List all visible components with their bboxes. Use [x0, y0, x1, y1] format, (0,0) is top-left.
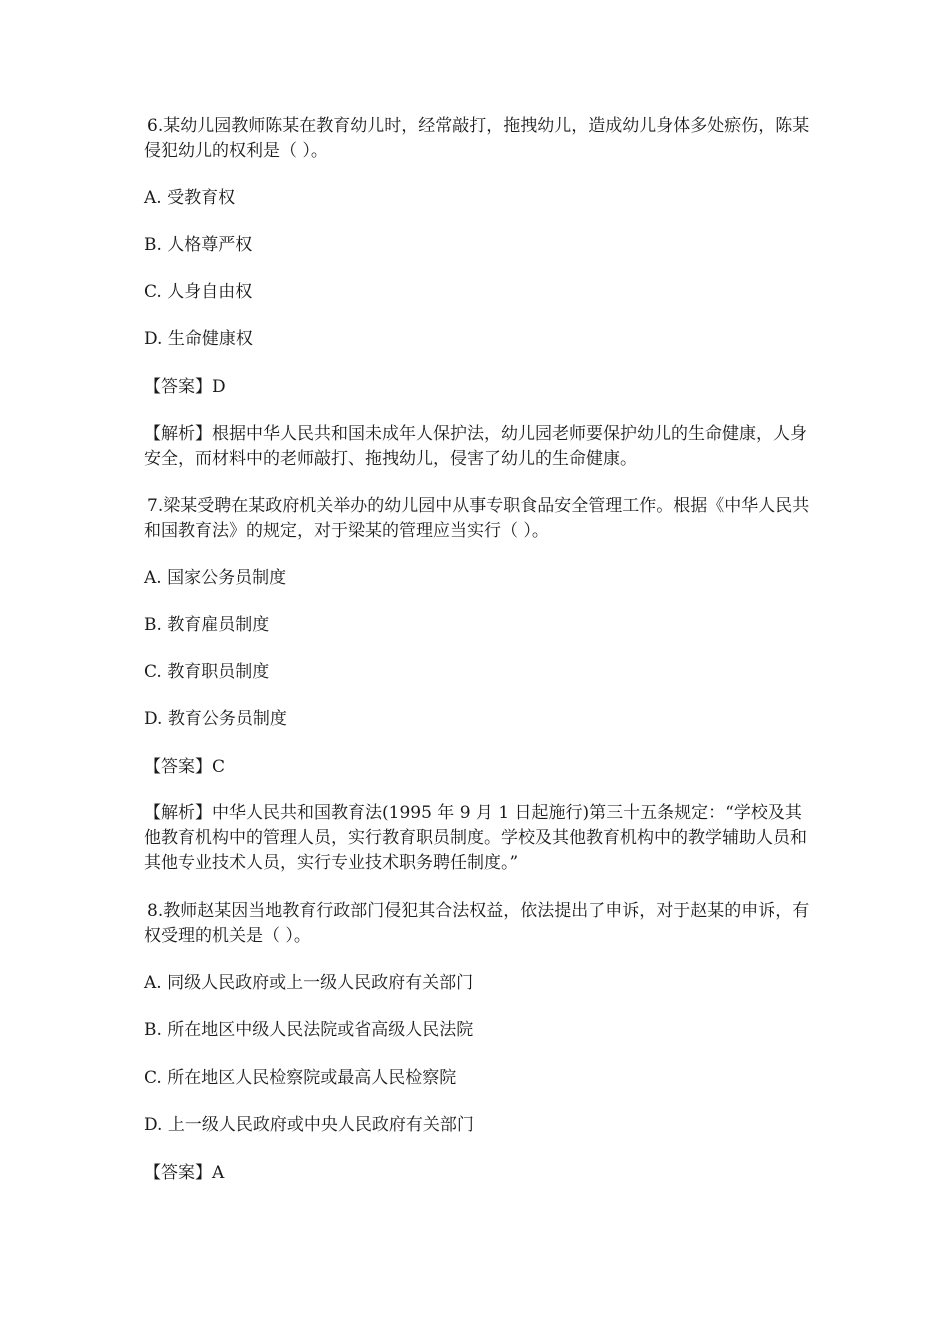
question-6-answer: 【答案】D: [144, 377, 226, 397]
question-6-stem: 6.某幼儿园教师陈某在教育幼儿时，经常敲打，拖拽幼儿，造成幼儿身体多处瘀伤，陈某侵犯幼儿的权利是（ ）。: [144, 116, 810, 161]
question-8-answer: 【答案】A: [144, 1163, 225, 1183]
question-7-option-a: A. 国家公务员制度: [144, 568, 287, 588]
question-7-analysis: 【解析】中华人民共和国教育法(1995 年 9 月 1 日起施行)第三十五条规定：“学校及其他教育机构中的管理人员，实行教育职员制度。学校及其他教育机构中的教学辅助人员和其他专业技术人员，实行专业技术职务聘任制度。”: [144, 803, 807, 873]
question-7-stem: 7.梁某受聘在某政府机关举办的幼儿园中从事专职食品安全管理工作。根据《中华人民共和国教育法》的规定，对于梁某的管理应当实行（ ）。: [144, 496, 810, 541]
question-6-option-b: B. 人格尊严权: [144, 235, 253, 255]
question-6-option-d: D. 生命健康权: [144, 329, 253, 349]
question-8-option-d: D. 上一级人民政府或中央人民政府有关部门: [144, 1115, 474, 1135]
question-8-option-a: A. 同级人民政府或上一级人民政府有关部门: [144, 973, 474, 993]
question-7-option-c: C. 教育职员制度: [144, 662, 270, 682]
question-7-option-d: D. 教育公务员制度: [144, 709, 287, 729]
question-7-option-b: B. 教育雇员制度: [144, 615, 270, 635]
question-8-option-c: C. 所在地区人民检察院或最高人民检察院: [144, 1068, 457, 1088]
question-6-option-a: A. 受教育权: [144, 188, 236, 208]
question-7-answer: 【答案】C: [144, 757, 226, 777]
question-8-stem: 8.教师赵某因当地教育行政部门侵犯其合法权益，依法提出了申诉，对于赵某的申诉，有权受理的机关是（ ）。: [144, 901, 810, 946]
question-8-option-b: B. 所在地区中级人民法院或省高级人民法院: [144, 1020, 474, 1040]
question-6-option-c: C. 人身自由权: [144, 282, 253, 302]
question-6-analysis: 【解析】根据中华人民共和国未成年人保护法，幼儿园老师要保护幼儿的生命健康，人身安全，而材料中的老师敲打、拖拽幼儿，侵害了幼儿的生命健康。: [144, 424, 807, 469]
